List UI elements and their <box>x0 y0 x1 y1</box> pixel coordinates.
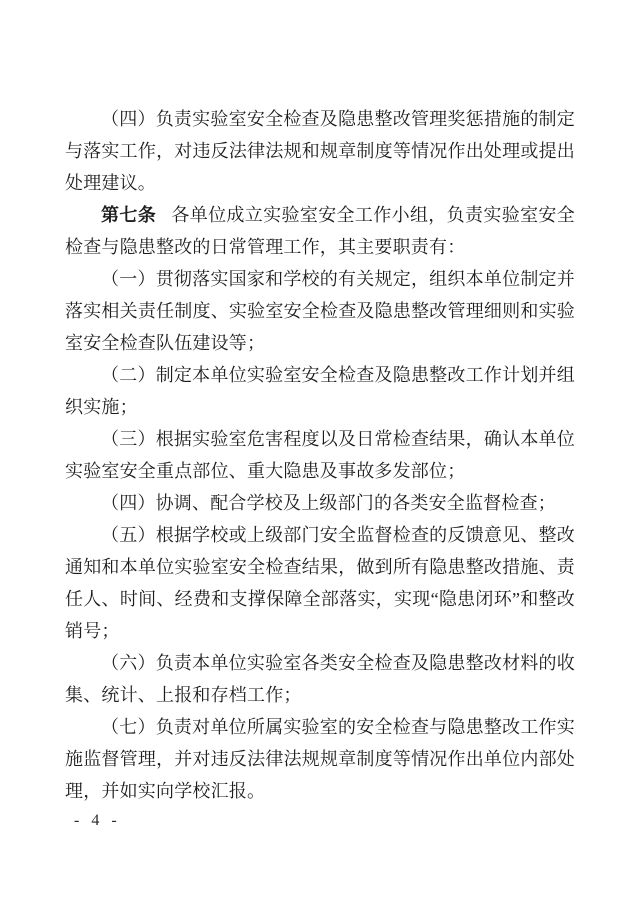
paragraph-duty-3 <box>65 423 575 487</box>
paragraph-duty-2 <box>65 359 575 423</box>
paragraph-text: （七）负责对单位所属实验室的安全检查与隐患整改工作实施监督管理，并对违反法律法规规章制度等情况作出单位内部处理，并如实向学校汇报。 <box>65 717 575 801</box>
paragraph-article-7 <box>65 199 575 263</box>
paragraph-duty-1 <box>65 263 575 359</box>
paragraph-text: 各单位成立实验室安全工作小组，负责实验室安全检查与隐患整改的日常管理工作，其主要职责有： <box>65 205 575 257</box>
document-body <box>65 103 575 807</box>
paragraph-text: （六）负责本单位实验室各类安全检查及隐患整改材料的收集、统计、上报和存档工作； <box>65 653 575 705</box>
article-7-heading: 第七条 <box>101 205 157 225</box>
paragraph-clause-4-continuation <box>65 103 575 199</box>
paragraph-duty-4 <box>65 487 575 519</box>
paragraph-text: （五）根据学校或上级部门安全监督检查的反馈意见、整改通知和本单位实验室安全检查结果，做到所有隐患整改措施、责任人、时间、经费和支撑保障全部落实，实现“隐患闭环”和整改销号； <box>65 525 575 641</box>
paragraph-text: （四）协调、配合学校及上级部门的各类安全监督检查； <box>101 493 556 513</box>
page-number: - 4 - <box>74 812 121 829</box>
paragraph-text: （四）负责实验室安全检查及隐患整改管理奖惩措施的制定与落实工作，对违反法律法规和规章制度等情况作出处理或提出处理建议。 <box>65 109 575 193</box>
paragraph-duty-6 <box>65 647 575 711</box>
paragraph-duty-7 <box>65 711 575 807</box>
paragraph-text: （一）贯彻落实国家和学校的有关规定，组织本单位制定并落实相关责任制度、实验室安全检查及隐患整改管理细则和实验室安全检查队伍建设等； <box>65 269 575 353</box>
paragraph-duty-5 <box>65 519 575 647</box>
paragraph-text: （三）根据实验室危害程度以及日常检查结果，确认本单位实验室安全重点部位、重大隐患及事故多发部位； <box>65 429 575 481</box>
paragraph-text: （二）制定本单位实验室安全检查及隐患整改工作计划并组织实施； <box>65 365 575 417</box>
